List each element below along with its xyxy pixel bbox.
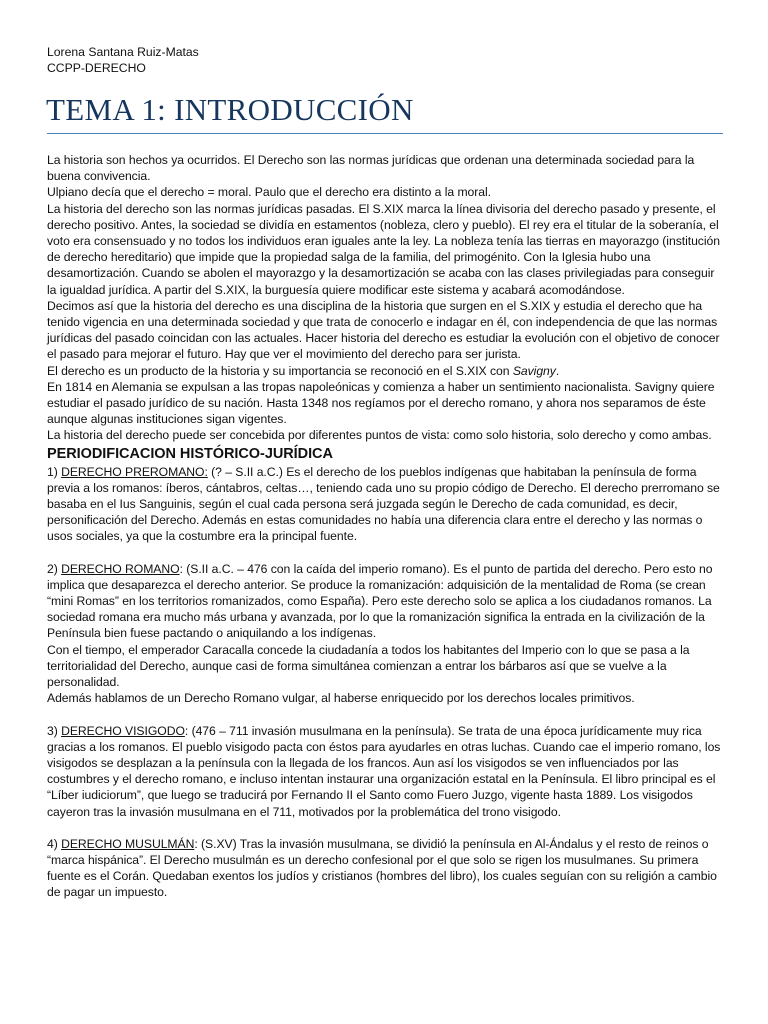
period-item-3 <box>47 723 723 820</box>
period-item-4-number: 4) <box>47 836 62 851</box>
period-item-2-paragraph-3: Además hablamos de un Derecho Romano vulgar, al haberse enriquecido por los derechos locales primitivos. <box>47 691 635 706</box>
intro-paragraph-6: En 1814 en Alemania se expulsan a las tropas napoleónicas y comienza a haber un sentimiento nacionalista. Savigny quiere estudiar el pasado jurídico de su nación. Hasta 1348 nos regíamos por el derecho romano, y ahora nos separamos de éste aunque algunas instituciones sigan vigentes. <box>47 379 715 427</box>
section-heading: PERIODIFICACION HISTÓRICO-JURÍDICA <box>47 445 333 462</box>
author-name: Lorena Santana Ruiz-Matas <box>47 45 199 59</box>
period-item-1-text: (? – S.II a.C.) Es el derecho de los pueblos indígenas que habitaban la península de forma previa a los romanos: íberos, cántabros, celtas…, teniendo cada uno su propio código de Derecho. El derecho prerromano se basaba en el Ius Sanguinis, según el cual cada persona será juzgada según le Derecho de cada comunidad, es decir, personificación del Derecho. Además en estas comunidades no había una diferencia clara entre el derecho y las normas o usos sociales, ya que la costumbre era la principal fuente. <box>47 464 720 544</box>
period-item-4-term: DERECHO MUSULMÁN <box>61 836 195 851</box>
period-item-1 <box>47 464 723 545</box>
period-item-1-number: 1) <box>47 464 62 479</box>
intro-paragraph-7: La historia del derecho puede ser concebida por diferentes puntos de vista: como solo historia, solo derecho y como ambas. <box>47 428 712 443</box>
period-item-1-term: DERECHO PREROMANO: <box>61 464 208 479</box>
intro-paragraph-2: Ulpiano decía que el derecho = moral. Paulo que el derecho era distinto a la moral. <box>47 185 492 200</box>
document-body <box>47 152 723 901</box>
author-block <box>47 44 199 76</box>
period-item-2-paragraph-2: Con el tiempo, el emperador Caracalla concede la ciudadanía a todos los habitantes del Imperio con lo que se pasa a la territorialidad del Derecho, aunque casi de forma simultánea comienzan a entrar los bárbaros así que se vuelve a la personalidad. <box>47 642 690 690</box>
period-item-2 <box>47 561 723 642</box>
intro-paragraph-4: Decimos así que la historia del derecho es una disciplina de la historia que surgen en el S.XIX y estudia el derecho que ha tenido vigencia en una determinada sociedad y que trata de conocerlo e indagar en él, con independencia de que las normas jurídicas del pasado coincidan con las actuales. Hacer historia del derecho es estudiar la evolución con el objetivo de conocer el pasado para mejorar el futuro. Hay que ver el movimiento del derecho para ser jurista. <box>47 298 720 362</box>
intro-paragraph-5 <box>47 363 723 379</box>
intro-paragraph-3: La historia del derecho son las normas jurídicas pasadas. El S.XIX marca la línea divisoria del derecho pasado y presente, el derecho positivo. Antes, la sociedad se dividía en estamentos (nobleza, clero y pueblo). El rey era el titular de la soberanía, el voto era consensuado y no todos los individuos eran iguales ante la ley. La nobleza tenía las tierras en mayorazgo (institución de derecho hereditario) que impide que la propiedad salga de la familia, del primogénito. Con la Iglesia hubo una desamortización. Cuando se abolen el mayorazgo y la desamortización se acaba con las clases privilegiadas para conseguir la igualdad jurídica. A partir del S.XIX, la burguesía quiere modificar este sistema y acabará acomodándose. <box>47 201 720 297</box>
period-item-3-number: 3) <box>47 723 62 738</box>
period-item-3-term: DERECHO VISIGODO <box>61 723 185 738</box>
period-item-2-number: 2) <box>47 561 62 576</box>
course-name: CCPP-DERECHO <box>47 61 146 75</box>
period-item-4 <box>47 836 723 901</box>
intro-paragraph-1: La historia son hechos ya ocurridos. El Derecho son las normas jurídicas que ordenan una determinada sociedad para la buena convivencia. <box>47 153 695 184</box>
period-item-2-term: DERECHO ROMANO <box>61 561 180 576</box>
title-underline <box>47 133 723 134</box>
period-item-2-text: : (S.II a.C. – 476 con la caída del imperio romano). Es el punto de partida del derecho. Pero esto no implica que desaparezca el derecho anterior. Se produce la romanización: adquisición de la mentalidad de Roma (se crean “mini Romas” en los territorios romanizados, como España). Pero este derecho solo se aplica a los ciudadanos romanos. La sociedad romana era mucho más urbana y avanzada, por lo que la romanización significa la entrada en la civilización de la Península bien fuese pactando o aniquilando a los indígenas. <box>47 561 713 641</box>
page-title: TEMA 1: INTRODUCCIÓN <box>46 92 414 127</box>
intro-paragraph-5-end: . <box>555 363 560 378</box>
period-item-3-text: : (476 – 711 invasión musulmana en la península). Se trata de una época jurídicamente muy rica gracias a los romanos. El pueblo visigodo pacta con éstos para ayudarles en otras luchas. Cuando cae el imperio romano, los visigodos se desplazan a la península con la llegada de los francos. Aun así los visigodos se ven influenciados por las costumbres y el derecho romano, e incluso intentan instaurar una organización estatal en la Península. El libro principal es el “Líber iudiciorum”, que luego se traducirá por Fernando II el Santo como Fuero Juzgo, vigente hasta 1889. Los visigodos cayeron tras la invasión musulmana en el 711, motivados por la problemática del trono visigodo. <box>47 723 721 819</box>
savigny-name: Savigny <box>512 363 556 378</box>
period-item-4-text: : (S.XV) Tras la invasión musulmana, se dividió la península en Al-Ándalus y el resto de reinos o “marca hispánica”. El Derecho musulmán es un derecho confesional por el que solo se rigen los musulmanes. Su primera fuente es el Corán. Quedaban exentos los judíos y cristianos (hombres del libro), los cuales seguían con su religión a cambio de pagar un impuesto. <box>47 836 717 900</box>
intro-paragraph-5-text: El derecho es un producto de la historia y su importancia se reconoció en el S.XIX con <box>47 363 513 378</box>
